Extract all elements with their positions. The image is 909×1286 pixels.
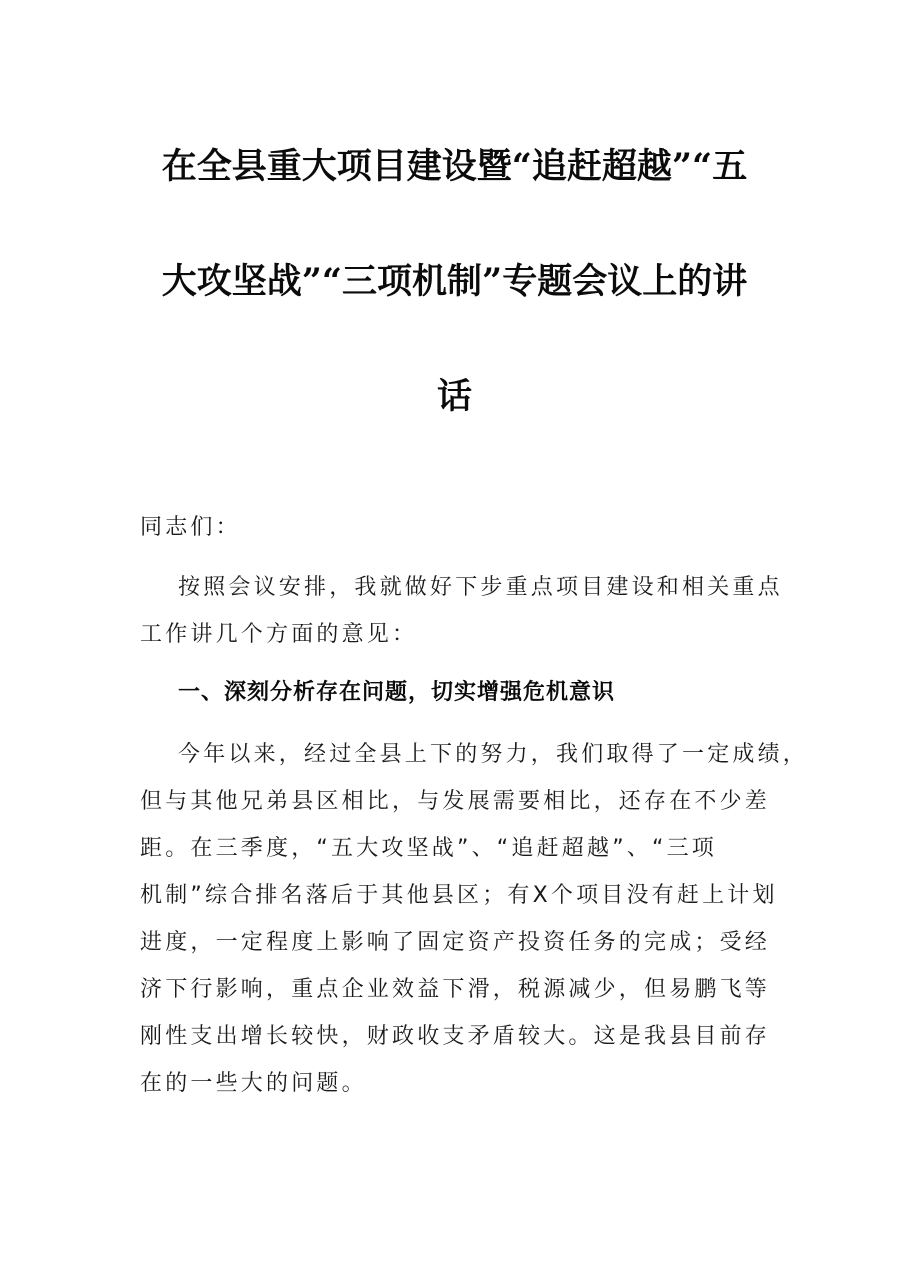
section-1-line-7: 刚性支出增长较快，财政收支矛盾较大。这是我县目前存 bbox=[140, 1024, 771, 1049]
section-1-heading: 一、深刻分析存在问题，切实增强危机意识 bbox=[178, 680, 616, 705]
salutation: 同志们： bbox=[140, 515, 241, 540]
intro-line-2: 工作讲几个方面的意见： bbox=[140, 622, 418, 647]
title-line-1: 在全县重大项目建设暨“追赶超越”“五 bbox=[161, 146, 748, 187]
section-1-line-3: 距。在三季度，“五大攻坚战”、“追赶超越”、“三项 bbox=[140, 836, 717, 861]
title-line-2: 大攻坚战”“三项机制”专题会议上的讲 bbox=[161, 261, 748, 302]
section-1-line-8: 在的一些大的问题。 bbox=[140, 1071, 367, 1096]
title-line-3: 话 bbox=[436, 376, 472, 417]
intro-line-1: 按照会议安排，我就做好下步重点项目建设和相关重点 bbox=[178, 575, 783, 600]
section-1-line-1: 今年以来，经过全县上下的努力，我们取得了一定成绩， bbox=[178, 742, 809, 767]
section-1-line-6: 济下行影响，重点企业效益下滑，税源减少，但易鹏飞等 bbox=[140, 977, 771, 1002]
section-1-line-2: 但与其他兄弟县区相比，与发展需要相比，还存在不少差 bbox=[140, 789, 771, 814]
section-1-line-5: 进度，一定程度上影响了固定资产投资任务的完成；受经 bbox=[140, 930, 771, 955]
section-1-line-4: 机制”综合排名落后于其他县区；有X个项目没有赶上计划 bbox=[140, 883, 778, 908]
